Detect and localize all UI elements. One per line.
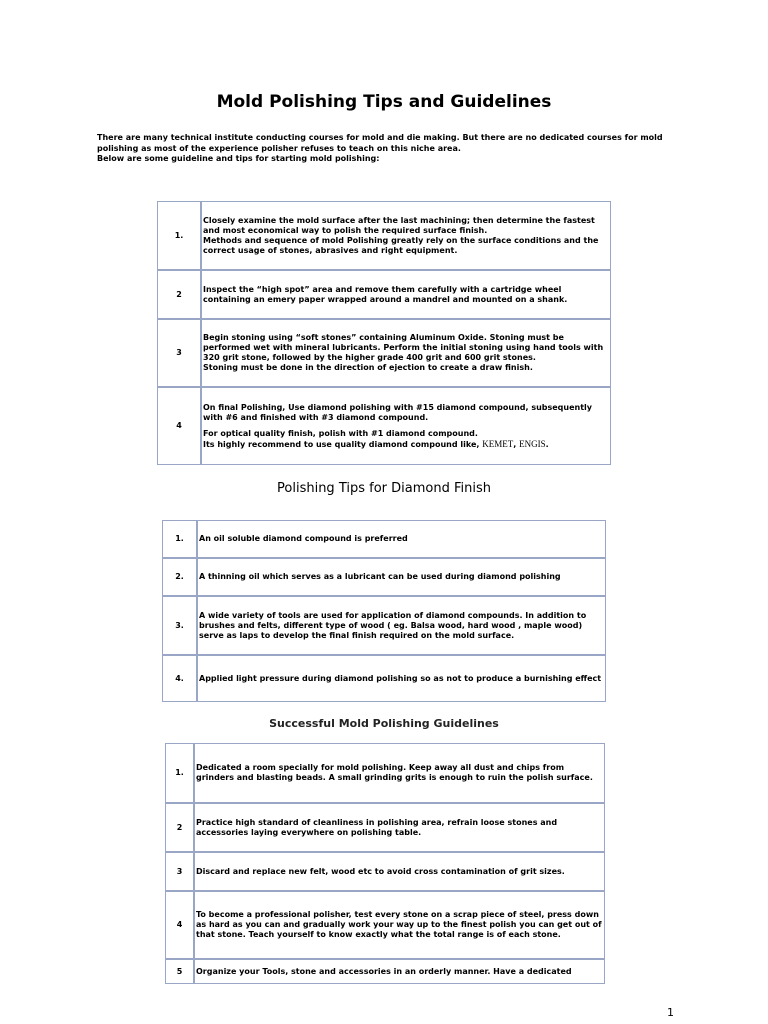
row-text-fragment: Its highly recommend to use quality diamond compound like, — [203, 439, 480, 449]
row-text: Practice high standard of cleanliness in polishing area, refrain loose stones and accessories laying everywhere on polishing table. — [194, 803, 605, 852]
period: . — [545, 439, 549, 449]
row-number: 3. — [162, 596, 197, 655]
table-row — [157, 319, 611, 387]
tips-table — [157, 201, 611, 465]
row-number: 4. — [162, 655, 197, 702]
row-number: 3 — [165, 852, 194, 891]
row-number: 1. — [157, 201, 201, 270]
brand-engis: ENGIS — [519, 438, 546, 449]
row-number: 1. — [162, 520, 197, 558]
section-heading-diamond: Polishing Tips for Diamond Finish — [277, 481, 491, 496]
table-row — [162, 520, 606, 558]
row-text — [201, 201, 611, 270]
row-text: A wide variety of tools are used for application of diamond compounds. In addition to brushes and felts, different type of wood ( eg. Balsa wood, hard wood , maple wood) serve as laps to develop the final finish required on the mold surface. — [197, 596, 606, 655]
row-text — [201, 387, 611, 465]
table-row — [165, 852, 605, 891]
section-heading-guidelines: Successful Mold Polishing Guidelines — [269, 717, 499, 730]
row-number: 3 — [157, 319, 201, 387]
page-number: 1 — [667, 1006, 674, 1019]
row-number: 1. — [165, 743, 194, 803]
row-text-line: Begin stoning using “soft stones” containing Aluminum Oxide. Stoning must be performed wet with mineral lubricants. Perform the initial stoning using hand tools with 320 grit stone, followed by the higher grade 400 grit and 600 grit stones. — [203, 333, 604, 362]
table-row — [165, 959, 605, 984]
row-text: Organize your Tools, stone and accessories in an orderly manner. Have a dedicated — [194, 959, 605, 984]
separator: , — [513, 439, 517, 449]
row-text: A thinning oil which serves as a lubricant can be used during diamond polishing — [197, 558, 606, 596]
diamond-tips-table — [162, 520, 606, 702]
table-row — [162, 655, 606, 702]
row-text: Dedicated a room specially for mold polishing. Keep away all dust and chips from grinders and blasting beads. A small grinding grits is enough to ruin the polish surface. — [194, 743, 605, 803]
row-text-line: Stoning must be done in the direction of ejection to create a draw finish. — [203, 363, 533, 372]
guidelines-table — [165, 743, 605, 984]
row-text: Applied light pressure during diamond polishing so as not to produce a burnishing effect — [197, 655, 606, 702]
table-row — [162, 596, 606, 655]
intro-line-2: Below are some guideline and tips for starting mold polishing: — [97, 154, 380, 163]
table-row — [162, 558, 606, 596]
table-row — [157, 387, 611, 465]
row-number: 5 — [165, 959, 194, 984]
intro-line-1: There are many technical institute conducting courses for mold and die making. But there are no dedicated courses for mold polishing as most of the experience polisher refuses to teach on this niche area. — [97, 133, 663, 153]
table-row — [157, 201, 611, 270]
table-row — [165, 803, 605, 852]
row-number: 2 — [157, 270, 201, 319]
row-number: 4 — [165, 891, 194, 959]
row-text: Discard and replace new felt, wood etc to avoid cross contamination of grit sizes. — [194, 852, 605, 891]
table-row — [165, 743, 605, 803]
row-text — [201, 319, 611, 387]
row-text-line — [203, 439, 609, 450]
row-text: An oil soluble diamond compound is preferred — [197, 520, 606, 558]
row-text-line: For optical quality finish, polish with #1 diamond compound. — [203, 428, 478, 438]
row-text-line: On final Polishing, Use diamond polishing with #15 diamond compound, subsequently with #6 and finished with #3 diamond compound. — [203, 402, 593, 422]
row-text-line: Methods and sequence of mold Polishing greatly rely on the surface conditions and the correct usage of stones, abrasives and right equipment. — [203, 235, 599, 255]
row-text: To become a professional polisher, test every stone on a scrap piece of steel, press down as hard as you can and gradually work your way up to the finest polish you can get out of that stone. Teach yourself to know exactly what the total range is of each stone. — [194, 891, 605, 959]
table-row — [165, 891, 605, 959]
row-number: 4 — [157, 387, 201, 465]
brand-kemet: KEMET — [482, 438, 514, 449]
row-text: Inspect the “high spot” area and remove them carefully with a cartridge wheel containing an emery paper wrapped around a mandrel and mounted on a shank. — [201, 270, 611, 319]
page-title: Mold Polishing Tips and Guidelines — [216, 92, 552, 112]
row-text-line: Closely examine the mold surface after the last machining; then determine the fastest and most economical way to polish the required surface finish. — [203, 215, 595, 235]
row-number: 2 — [165, 803, 194, 852]
table-row — [157, 270, 611, 319]
intro-text — [97, 133, 667, 165]
row-number: 2. — [162, 558, 197, 596]
